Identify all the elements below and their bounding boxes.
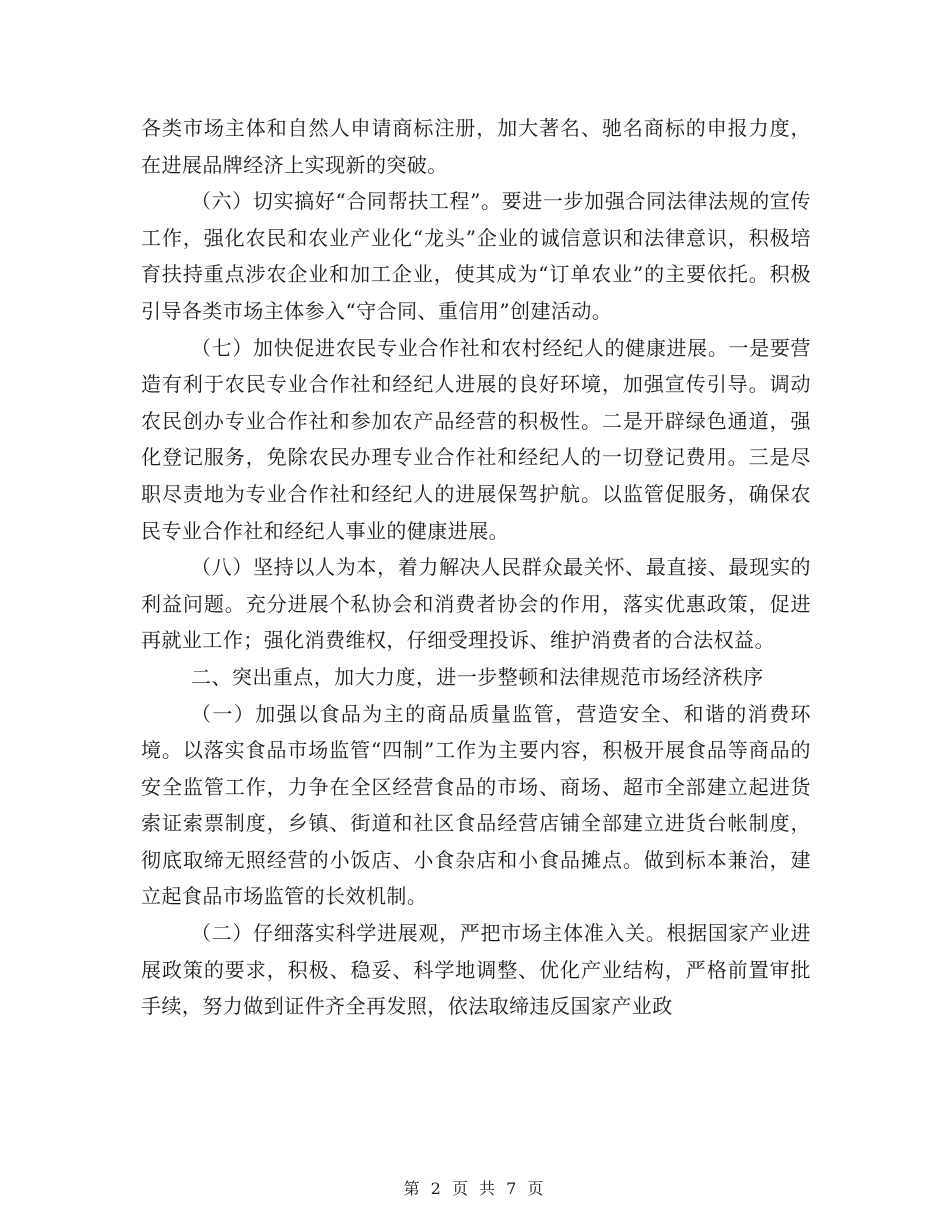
page-number-footer: 第 2 页 共 7 页 — [403, 1179, 547, 1198]
paragraph-6: （二）仔细落实科学进展观，严把市场主体准入关。根据国家产业进展政策的要求，积极、稳妥、科学地调整、优化产业结构，严格前置审批手续，努力做到证件齐全再发照，依法取缔违反国家产业政 — [141, 921, 811, 1019]
paragraph-2: （六）切实搞好“合同帮扶工程”。要进一步加强合同法律法规的宣传工作，强化农民和农业产业化“龙头”企业的诚信意识和法律意识，积极培育扶持重点涉农企业和加工企业，使其成为“订单农业”的主要依托。积极引导各类市场主体参入“守合同、重信用”创建活动。 — [141, 189, 811, 323]
paragraph-5: （一）加强以食品为主的商品质量监管，营造安全、和谐的消费环境。以落实食品市场监管“四制”工作为主要内容，积极开展食品等商品的安全监管工作，力争在全区经营食品的市场、商场、超市全部建立起进货索证索票制度，乡镇、街道和社区食品经营店铺全部建立进货台帐制度，彻底取缔无照经营的小饭店、小食杂店和小食品摊点。做到标本兼治，建立起食品市场监管的长效机制。 — [141, 701, 811, 909]
paragraph-3: （七）加快促进农民专业合作社和农村经纪人的健康进展。一是要营造有利于农民专业合作社和经纪人进展的良好环境，加强宣传引导。调动农民创办专业合作社和参加农产品经营的积极性。二是开辟绿色通道，强化登记服务，免除农民办理专业合作社和经纪人的一切登记费用。三是尽职尽责地为专业合作社和经纪人的进展保驾护航。以监管促服务，确保农民专业合作社和经纪人事业的健康进展。 — [141, 335, 811, 543]
section-heading: 二、突出重点，加大力度，进一步整顿和法律规范市场经济秩序 — [191, 664, 764, 689]
paragraph-4: （八）坚持以人为本，着力解决人民群众最关怀、最直接、最现实的利益问题。充分进展个私协会和消费者协会的作用，落实优惠政策，促进再就业工作；强化消费维权，仔细受理投诉、维护消费者的合法权益。 — [141, 555, 811, 653]
document-body — [141, 110, 811, 1025]
paragraph-1: 各类市场主体和自然人申请商标注册，加大著名、驰名商标的申报力度，在进展品牌经济上实现新的突破。 — [141, 116, 811, 177]
